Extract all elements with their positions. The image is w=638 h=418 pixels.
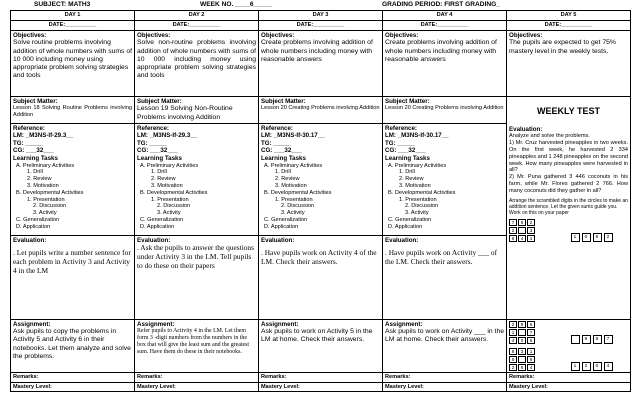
digit-cell: 4 — [509, 337, 517, 344]
assignment-cell — [11, 319, 135, 372]
digit-puzzle — [509, 348, 567, 371]
task-item: 3. Motivation — [275, 182, 307, 189]
task-item: 2. Discussion — [405, 203, 439, 210]
sum-digit: 9 — [582, 335, 591, 344]
task-item: 3. Motivation — [399, 182, 431, 189]
task-item: 3. Activity — [405, 210, 429, 217]
digit-cell: 7 — [527, 329, 535, 336]
subject-matter-label: Subject Matter: — [137, 97, 182, 105]
task-item: 2. Discussion — [157, 203, 191, 210]
cg-code: CG: ___32___ — [137, 147, 178, 155]
reference-cell — [259, 123, 383, 235]
application: D. Application — [264, 223, 299, 230]
task-item: 2. Discussion — [281, 203, 315, 210]
objectives-label: Objectives: — [385, 31, 419, 39]
sum-digit: 0 — [582, 233, 591, 242]
developmental-activities: B. Developmental Activities — [264, 189, 332, 196]
assignment-label: Assignment: — [261, 320, 299, 328]
digit-cell: 1 — [509, 329, 517, 336]
subject-matter-cell — [11, 96, 135, 123]
subject-matter-text: Lesson 19 Solving Non-Routine Problems involving Addition — [137, 105, 233, 121]
mastery-cell: Mastery Level: — [507, 382, 631, 392]
evaluation-text: . Have pupils work on Activity ___ of the LM. Check their answers. — [385, 248, 498, 266]
grading-period-label: GRADING PERIOD: FIRST GRADING_ — [382, 1, 500, 8]
weekly-test-instructions: Arrange the scrambled digits in the circles to make an addition sentence. Let the given sums guide you. Work on this on your paper — [509, 197, 628, 216]
assignment-row — [11, 319, 631, 372]
task-item: 1. Drill — [275, 169, 291, 176]
task-item: 3. Motivation — [27, 182, 59, 189]
assignment-text: Refer pupils to Activity 4 in the LM. Let them form 3 -digit numbers from the numbers in the box that will give the least sum and the greatest sum. Have them do these in their notebooks. — [137, 328, 250, 356]
scrambled-digit-puzzles — [509, 219, 628, 242]
tg-code: TG: _____ — [137, 139, 167, 147]
task-item: 1. Presentation — [399, 196, 437, 203]
objective-text: Solve routine problems involving addition of whole numbers with sums of 10 000 including money using appropriate problem solving strategies and tools — [13, 39, 133, 79]
cg-code: CG: ___32___ — [385, 147, 426, 155]
date-row — [11, 20, 631, 30]
learning-tasks-label: Learning Tasks — [385, 154, 430, 162]
sum-digit: 2 — [582, 362, 591, 371]
digit-cell: 3 — [527, 227, 535, 234]
reference-label: Reference: — [261, 124, 293, 132]
developmental-activities: B. Developmental Activities — [140, 189, 208, 196]
evaluation-label: Evaluation: — [261, 236, 295, 244]
digit-cell: 3 — [518, 348, 526, 355]
sum-digit: 4 — [604, 362, 613, 371]
assignment-cell — [383, 319, 507, 372]
sum-digit — [571, 335, 580, 344]
application: D. Application — [16, 223, 51, 230]
digit-cell: 6 — [518, 364, 526, 371]
objectives-cell — [383, 30, 507, 96]
digit-cell: 8 — [509, 348, 517, 355]
objectives-cell — [507, 30, 631, 96]
sum-digit: 7 — [604, 335, 613, 344]
preliminary-activities: A. Preliminary Activities — [264, 162, 323, 169]
evaluation-text: . Let pupils write a number sentence for each problem in Activity 3 and Activity 4 in the LM — [13, 248, 131, 275]
lm-code: LM: _M3NS-If-30.17__ — [385, 132, 449, 140]
subject-matter-label: Subject Matter: — [385, 97, 430, 105]
objectives-label: Objectives: — [137, 31, 171, 39]
evaluation-label: Evaluation: — [385, 236, 419, 244]
application: D. Application — [388, 223, 423, 230]
mastery-cell: Mastery Level: — [135, 382, 259, 392]
digit-cell — [518, 356, 526, 363]
remarks-cell: Remarks: — [259, 372, 383, 382]
reference-cell — [11, 123, 135, 235]
task-item: 2. Review — [27, 176, 52, 183]
digit-cell — [518, 227, 526, 234]
assignment-cell — [135, 319, 259, 372]
mastery-cell: Mastery Level: — [11, 382, 135, 392]
sum-digits — [571, 348, 629, 371]
preliminary-activities: A. Preliminary Activities — [140, 162, 199, 169]
mastery-cell: Mastery Level: — [383, 382, 507, 392]
objective-text: Create problems involving addition of whole numbers including money with reasonable answers — [261, 39, 373, 63]
subject-matter-label: Subject Matter: — [13, 97, 58, 105]
sum-digits — [571, 321, 629, 344]
task-item: 2. Discussion — [33, 203, 67, 210]
digit-cell: 1 — [527, 348, 535, 355]
sum-digit: 1 — [571, 233, 580, 242]
remarks-cell: Remarks: — [383, 372, 507, 382]
objectives-label: Objectives: — [261, 31, 295, 39]
evaluation-text: . Have pupils work on Activity 4 of the LM. Check their answers. — [261, 248, 377, 266]
sum-digit: 1 — [571, 362, 580, 371]
assignment-text: Ask pupils to work on Activity ___ in the LM at home. Check their answers. — [385, 328, 505, 344]
remarks-cell: Remarks: — [11, 372, 135, 382]
task-item: 3. Activity — [157, 210, 181, 217]
week-label: WEEK NO. ____6_____ — [200, 1, 272, 8]
digit-cell: 9 — [527, 356, 535, 363]
task-item: 1. Drill — [27, 169, 43, 176]
digit-cell: 5 — [509, 356, 517, 363]
digit-cell: 2 — [509, 227, 517, 234]
evaluation-cell — [135, 235, 259, 319]
day-2-header: DAY 2 — [135, 11, 259, 21]
assignment-text: Ask pupils to copy the problems in Activity 5 and Activity 6 in their notebooks. Let them analyze and solve the problems. — [13, 328, 131, 360]
lm-code: LM: _M3NS-If-29.3__ — [137, 132, 198, 140]
developmental-activities: B. Developmental Activities — [388, 189, 456, 196]
tg-code: TG: _____ — [13, 139, 43, 147]
generalization: C. Generalization — [140, 217, 184, 223]
evaluation-cell — [259, 235, 383, 319]
evaluation-label: Evaluation: — [509, 125, 543, 133]
sum-digit: 8 — [593, 233, 602, 242]
reference-label: Reference: — [137, 124, 169, 132]
remarks-cell: Remarks: — [135, 372, 259, 382]
assignment-label: Assignment: — [13, 320, 51, 328]
weekly-test-problem-2: 2) Mr. Puna gathered 3 446 coconuts in his farm, while Mr. Flores gathered 2 766. How many coconuts did they gather in all? — [509, 174, 628, 194]
lm-code: LM: _M3NS-If-30.17__ — [261, 132, 325, 140]
digit-puzzle — [509, 219, 567, 242]
digit-cell: 8 — [518, 219, 526, 226]
evaluation-cell — [383, 235, 507, 319]
task-item: 2. Review — [151, 176, 176, 183]
digit-cell: 1 — [527, 235, 535, 242]
generalization: C. Generalization — [388, 217, 432, 223]
assignment-label: Assignment: — [137, 320, 175, 328]
generalization: C. Generalization — [264, 217, 308, 223]
sum-digits — [571, 219, 629, 242]
remarks-row — [11, 372, 631, 382]
evaluation-label: Evaluation: — [13, 236, 47, 244]
task-item: 1. Drill — [151, 169, 167, 176]
tg-code: TG: _____ — [385, 139, 415, 147]
task-item: 3. Activity — [281, 210, 305, 217]
digit-cell: 6 — [509, 235, 517, 242]
subject-matter-text: Lesson 18 Solving Routine Problems involving Addition — [13, 105, 132, 119]
task-item: 3. Activity — [33, 210, 57, 217]
developmental-activities: B. Developmental Activities — [16, 189, 84, 196]
preliminary-activities: A. Preliminary Activities — [16, 162, 75, 169]
lesson-plan-table — [10, 10, 631, 392]
objectives-cell — [11, 30, 135, 96]
objective-text: The pupils are expected to get 75% mastery level in the weekly tests. — [509, 39, 616, 55]
subject-label: SUBJECT: MATH3 — [34, 1, 91, 8]
application: D. Application — [140, 223, 175, 230]
digit-puzzle — [509, 321, 567, 344]
task-item: 1. Presentation — [151, 196, 189, 203]
learning-tasks-label: Learning Tasks — [261, 154, 306, 162]
digit-cell: 4 — [518, 235, 526, 242]
generalization: C. Generalization — [16, 217, 60, 223]
objective-text: Create problems involving addition of whole numbers including money with reasonable answers — [385, 39, 497, 63]
digit-cell: 4 — [527, 364, 535, 371]
tg-code: TG: _____ — [261, 139, 291, 147]
subject-matter-text: Lesson 20 Creating Problems involving Addition — [385, 105, 504, 112]
assignment-cell — [507, 319, 631, 372]
mastery-row — [11, 382, 631, 392]
day-4-header: DAY 4 — [383, 11, 507, 21]
cg-code: CG: ___32___ — [261, 147, 302, 155]
reference-label: Reference: — [13, 124, 45, 132]
subject-matter-cell — [135, 96, 259, 123]
remarks-cell: Remarks: — [507, 372, 631, 382]
task-item: 1. Drill — [399, 169, 415, 176]
date-field: DATE:__________ — [135, 20, 259, 30]
learning-tasks-label: Learning Tasks — [13, 154, 58, 162]
date-field: DATE:__________ — [383, 20, 507, 30]
day-3-header: DAY 3 — [259, 11, 383, 21]
learning-tasks-label: Learning Tasks — [137, 154, 182, 162]
subject-matter-cell — [259, 96, 383, 123]
assignment-text: Ask pupils to work on Activity 5 in the LM at home. Check their answers. — [261, 328, 373, 344]
plan-header — [0, 0, 638, 10]
task-item: 3. Motivation — [151, 182, 183, 189]
date-field: DATE:__________ — [507, 20, 631, 30]
preliminary-activities: A. Preliminary Activities — [388, 162, 447, 169]
objectives-row — [11, 30, 631, 96]
task-item: 2. Review — [275, 176, 300, 183]
evaluation-label: Evaluation: — [137, 236, 171, 244]
subject-matter-text: Lesson 20 Creating Problems involving Addition — [261, 105, 380, 112]
day-5-header: DAY 5 — [507, 11, 631, 21]
day-row — [11, 11, 631, 21]
task-item: 1. Presentation — [27, 196, 65, 203]
digit-cell: 0 — [518, 337, 526, 344]
digit-cell: 9 — [518, 321, 526, 328]
date-field: DATE:__________ — [11, 20, 135, 30]
cg-code: CG: ___32___ — [13, 147, 54, 155]
assignment-label: Assignment: — [385, 320, 423, 328]
day-1-header: DAY 1 — [11, 11, 135, 21]
objectives-label: Objectives: — [509, 31, 543, 39]
mastery-cell: Mastery Level: — [259, 382, 383, 392]
sum-digit: 8 — [593, 335, 602, 344]
reference-cell — [135, 123, 259, 235]
reference-cell — [383, 123, 507, 235]
digit-cell: 6 — [527, 321, 535, 328]
evaluation-cell — [11, 235, 135, 319]
digit-cell: 7 — [509, 219, 517, 226]
subject-matter-cell — [383, 96, 507, 123]
objectives-cell — [135, 30, 259, 96]
task-item: 2. Review — [399, 176, 424, 183]
weekly-test-title: WEEKLY TEST — [536, 105, 600, 116]
assignment-cell — [259, 319, 383, 372]
sum-digit: 2 — [604, 233, 613, 242]
lm-code: LM: _M3NS-If-29.3__ — [13, 132, 74, 140]
day-5-test-cell — [507, 96, 631, 319]
digit-cell: 5 — [527, 337, 535, 344]
objectives-label: Objectives: — [13, 31, 47, 39]
digit-cell: 2 — [527, 219, 535, 226]
scrambled-digit-puzzles-2 — [509, 321, 628, 371]
weekly-test-problem-1: 1) Mr. Cruz harvested pineapples in two weeks. On the first week, he harvested 2 334 pineapples and 1 248 pineapples on the second week. How many pineapples were harvested in all? — [509, 140, 628, 174]
weekly-test-intro: Analyze and solve the problems. — [509, 133, 590, 140]
digit-cell — [518, 329, 526, 336]
objective-text: Solve non-routine problems involving addition of whole numbers with sums of 10 000 including money using appropriate problem solving strategies and tools — [137, 39, 257, 79]
evaluation-text: . Ask the pupils to answer the questions under Activity 3 in the LM. Tell pupils to do these on their papers — [137, 243, 255, 270]
date-field: DATE:__________ — [259, 20, 383, 30]
task-item: 1. Presentation — [275, 196, 313, 203]
sum-digit: 0 — [593, 362, 602, 371]
objectives-cell — [259, 30, 383, 96]
digit-cell: 2 — [509, 321, 517, 328]
subject-matter-row — [11, 96, 631, 123]
digit-cell: 2 — [509, 364, 517, 371]
subject-matter-label: Subject Matter: — [261, 97, 306, 105]
reference-label: Reference: — [385, 124, 417, 132]
